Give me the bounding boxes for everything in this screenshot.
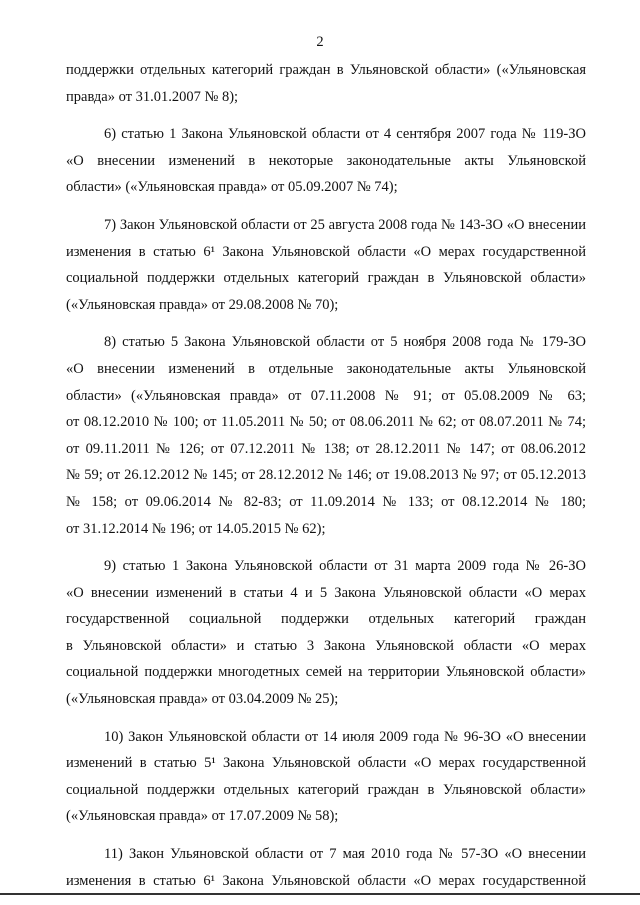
page-bottom-rule <box>0 893 640 895</box>
text-line: поддержки отдельных категорий граждан в Ульяновской области» («Ульяновская <box>66 62 586 78</box>
text-line: «О внесении изменений в статьи 4 и 5 Закона Ульяновской области «О мерах <box>66 584 586 601</box>
paragraph-item-6 <box>66 121 586 201</box>
text-line: («Ульяновская правда» от 03.04.2009 № 25); <box>66 691 339 708</box>
page-number: 2 <box>316 34 324 50</box>
text-line: («Ульяновская правда» от 17.07.2009 № 58); <box>66 808 339 825</box>
document-body <box>66 57 586 894</box>
text-line: 8) статью 5 Закона Ульяновской области от 5 ноября 2008 года № 179-ЗО <box>104 334 586 351</box>
paragraph-item-9 <box>66 553 586 713</box>
text-line: («Ульяновская правда» от 29.08.2008 № 70); <box>66 296 339 313</box>
text-line: области» («Ульяновская правда» от 07.11.2008 № 91; от 05.08.2009 № 63; <box>66 387 586 404</box>
text-line: № 59; от 26.12.2012 № 145; от 28.12.2012 № 146; от 19.08.2013 № 97; от 05.12.2013 <box>66 467 586 484</box>
text-line: № 158; от 09.06.2014 № 82-83; от 11.09.2014 № 133; от 08.12.2014 № 180; <box>66 493 586 510</box>
text-line: изменений в статью 5¹ Закона Ульяновской области «О мерах государственной <box>66 755 586 772</box>
paragraph-item-7 <box>66 212 586 318</box>
text-line: 11) Закон Ульяновской области от 7 мая 2010 года № 57-ЗО «О внесении <box>104 846 586 863</box>
text-line: от 31.12.2014 № 196; от 14.05.2015 № 62); <box>66 520 326 537</box>
text-line: социальной поддержки отдельных категорий граждан в Ульяновской области» <box>66 270 586 287</box>
text-line: «О внесении изменений в отдельные законодательные акты Ульяновской <box>66 360 586 377</box>
text-line: 10) Закон Ульяновской области от 14 июля 2009 года № 96-ЗО «О внесении <box>104 728 586 745</box>
text-line: от 09.11.2011 № 126; от 07.12.2011 № 138; от 28.12.2011 № 147; от 08.06.2012 <box>66 440 586 457</box>
text-line: 9) статью 1 Закона Ульяновской области от 31 марта 2009 года № 26-ЗО <box>104 558 586 575</box>
text-line: «О внесении изменений в некоторые законодательные акты Ульяновской <box>66 152 586 169</box>
text-line: государственной социальной поддержки отдельных категорий граждан <box>66 611 586 628</box>
text-line: в Ульяновской области» и статью 3 Закона Ульяновской области «О мерах <box>66 637 586 654</box>
paragraph-continuation <box>66 57 586 110</box>
text-line: социальной поддержки многодетных семей на территории Ульяновской области» <box>66 664 586 681</box>
text-line: области» («Ульяновская правда» от 05.09.2007 № 74); <box>66 179 398 196</box>
text-line: 6) статью 1 Закона Ульяновской области от 4 сентября 2007 года № 119-ЗО <box>104 126 586 143</box>
paragraph-item-11 <box>66 841 586 894</box>
paragraph-item-10 <box>66 724 586 830</box>
text-line: изменения в статью 6¹ Закона Ульяновской области «О мерах государственной <box>66 243 586 260</box>
text-line: от 08.12.2010 № 100; от 11.05.2011 № 50; от 08.06.2011 № 62; от 08.07.2011 № 74; <box>66 414 586 431</box>
text-line: правда» от 31.01.2007 № 8); <box>66 88 239 105</box>
text-line: изменения в статью 6¹ Закона Ульяновской области «О мерах государственной <box>66 872 586 889</box>
paragraph-item-8 <box>66 329 586 542</box>
text-line: социальной поддержки отдельных категорий граждан в Ульяновской области» <box>66 781 586 798</box>
text-line: 7) Закон Ульяновской области от 25 августа 2008 года № 143-ЗО «О внесении <box>104 216 586 233</box>
